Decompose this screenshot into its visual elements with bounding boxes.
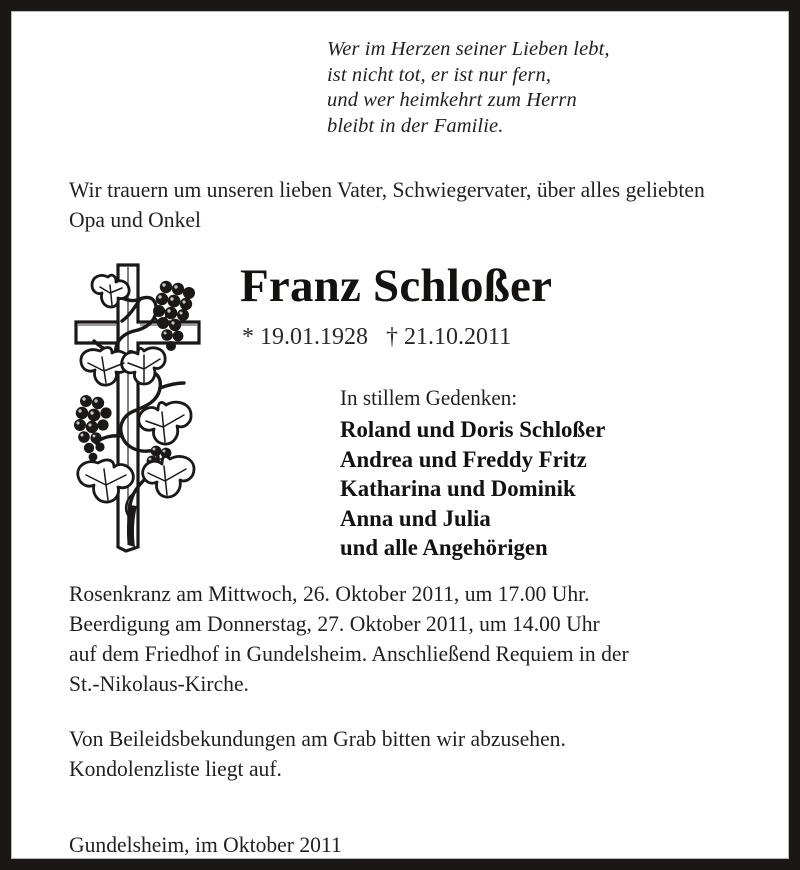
epigraph-line-3: und wer heimkehrt zum Herrn <box>327 89 577 111</box>
mourner-line: und alle Angehörigen <box>340 535 548 561</box>
request-line-1: Von Beileidsbekundungen am Grab bitten wir abzusehen. <box>69 726 566 751</box>
mourners-list <box>340 416 605 564</box>
request-line-2: Kondolenzliste liegt auf. <box>69 756 282 781</box>
service-line-4: St.-Nikolaus-Kirche. <box>69 671 249 696</box>
mourner-line: Andrea und Freddy Fritz <box>340 446 587 473</box>
mourner-line: Anna und Julia <box>340 505 491 532</box>
intro-paragraph: Wir trauern um unseren lieben Vater, Schwiegervater, über alles geliebten Opa und Onkel <box>69 177 705 232</box>
service-line-2: Beerdigung am Donnerstag, 27. Oktober 2011, um 14.00 Uhr <box>69 611 600 636</box>
service-line-3: auf dem Friedhof in Gundelsheim. Anschließend Requiem in der <box>69 641 629 666</box>
mourner-line: Roland und Doris Schloßer <box>340 417 606 443</box>
epigraph-verse <box>327 37 747 139</box>
condolence-request <box>69 724 751 784</box>
notice-sheet <box>11 11 789 859</box>
memoriam-label: In stillem Gedenken: <box>340 385 518 410</box>
service-details <box>69 579 751 699</box>
epigraph-line-1: Wer im Herzen seiner Lieben lebt, <box>327 38 610 60</box>
epigraph-line-4: bleibt in der Familie. <box>327 114 504 137</box>
cross-with-grapevine-icon <box>56 255 226 560</box>
deceased-name: Franz Schloßer <box>240 260 553 312</box>
epigraph-line-2: ist nicht tot, er ist nur fern, <box>327 63 552 86</box>
mourner-line: Katharina und Dominik <box>340 476 576 502</box>
place-and-date: Gundelsheim, im Oktober 2011 <box>69 832 342 857</box>
service-line-1: Rosenkranz am Mittwoch, 26. Oktober 2011, um 17.00 Uhr. <box>69 581 590 606</box>
life-dates: * 19.01.1928 † 21.10.2011 <box>242 324 512 350</box>
